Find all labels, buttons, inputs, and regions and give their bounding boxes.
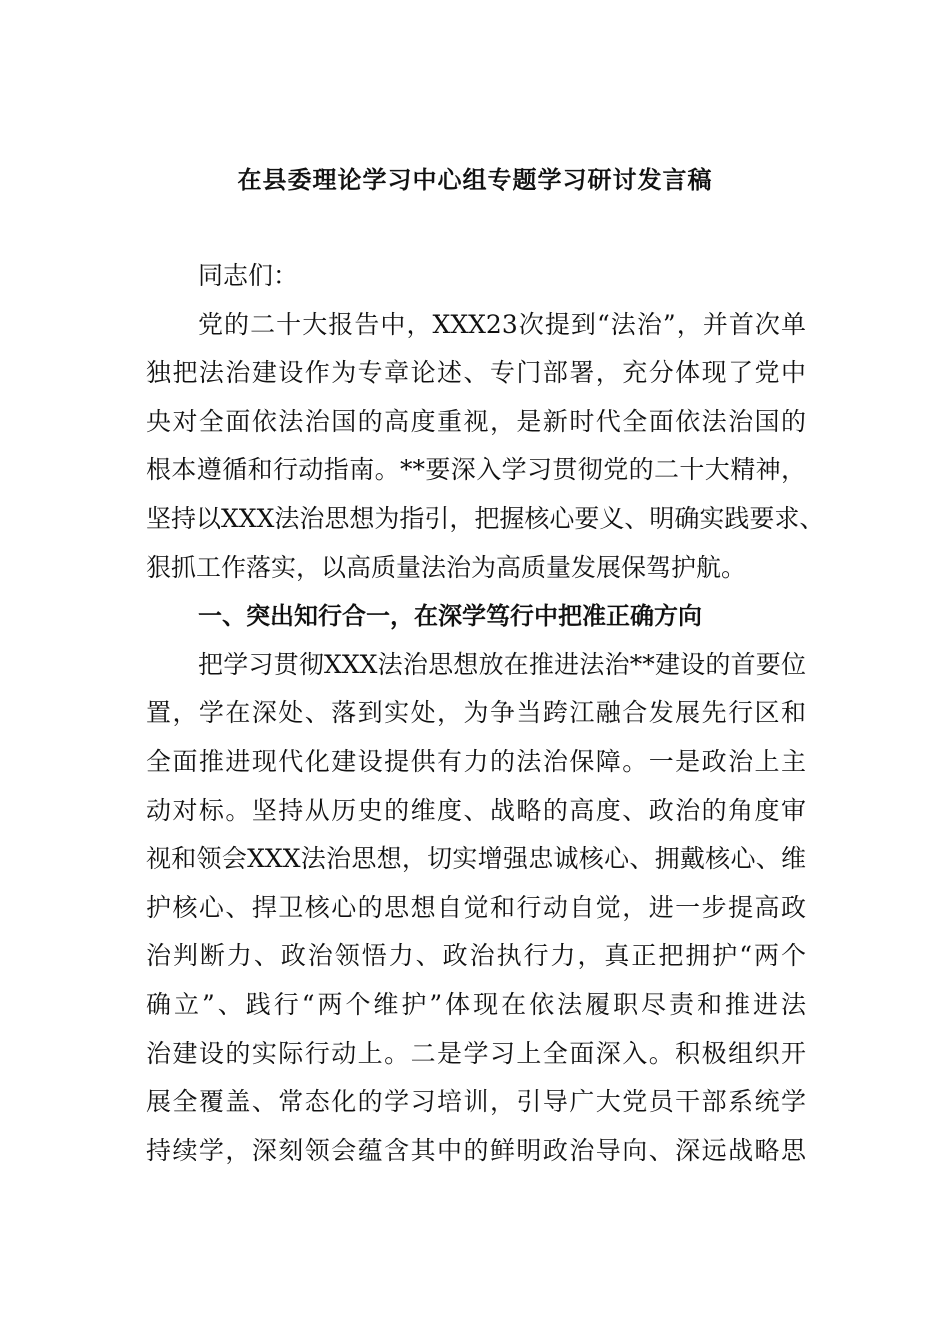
body-line: 护核心、捍卫核心的思想自觉和行动自觉，进一步提高政 — [146, 892, 806, 922]
body-line: 置，学在深处、落到实处，为争当跨江融合发展先行区和 — [146, 698, 806, 728]
body-line: 持续学，深刻领会蕴含其中的鲜明政治导向、深远战略思 — [146, 1135, 806, 1165]
body-line: 坚持以XXX法治思想为指引，把握核心要义、明确实践要求、 — [146, 503, 825, 533]
body-line: 同志们： — [198, 261, 299, 290]
document-title: 在县委理论学习中心组专题学习研讨发言稿 — [237, 166, 713, 194]
body-line: 狠抓工作落实，以高质量法治为高质量发展保驾护航。 — [146, 552, 747, 582]
body-line: 治判断力、政治领悟力、政治执行力，真正把拥护“两个 — [146, 941, 806, 971]
body-line: 治建设的实际行动上。二是学习上全面深入。积极组织开 — [146, 1038, 806, 1068]
body-line: 央对全面依法治国的高度重视，是新时代全面依法治国的 — [146, 406, 806, 436]
body-line: 动对标。坚持从历史的维度、战略的高度、政治的角度审 — [146, 795, 806, 825]
body-line: 根本遵循和行动指南。**要深入学习贯彻党的二十大精神， — [146, 455, 806, 485]
body-line: 独把法治建设作为专章论述、专门部署，充分体现了党中 — [146, 358, 806, 388]
body-line: 视和领会XXX法治思想，切实增强忠诚核心、拥戴核心、维 — [146, 844, 806, 874]
body-line: 确立”、践行“两个维护”体现在依法履职尽责和推进法 — [146, 989, 806, 1019]
body-line: 把学习贯彻XXX法治思想放在推进法治**建设的首要位 — [198, 649, 806, 679]
document-body — [146, 252, 825, 1175]
body-line: 展全覆盖、常态化的学习培训，引导广大党员干部系统学 — [146, 1087, 806, 1117]
body-line: 全面推进现代化建设提供有力的法治保障。一是政治上主 — [146, 746, 806, 776]
body-line: 党的二十大报告中，XXX23次提到“法治”，并首次单 — [198, 309, 806, 339]
section-heading: 一、突出知行合一，在深学笃行中把准正确方向 — [198, 602, 702, 631]
